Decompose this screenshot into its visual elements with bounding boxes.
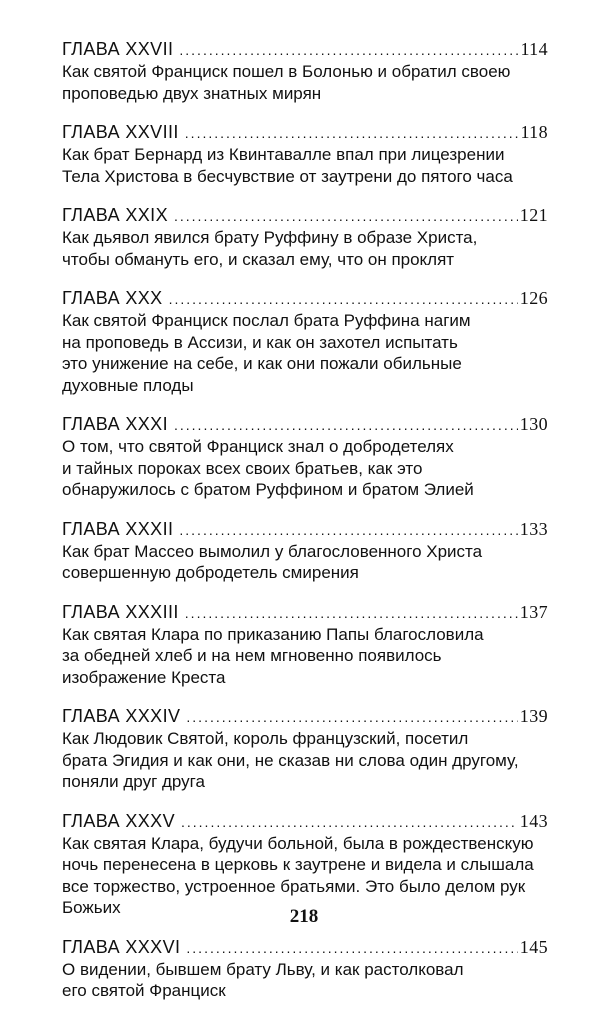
page-number: 118	[520, 122, 548, 142]
table-of-contents	[62, 38, 548, 1019]
chapter-title: ГЛАВА XXVIII	[62, 122, 179, 142]
description-line: Как Людовик Святой, король французский, посетил	[62, 729, 469, 748]
chapter-heading-row	[62, 705, 548, 728]
chapter-title: ГЛАВА XXXII	[62, 518, 174, 539]
dot-leader	[179, 39, 518, 61]
chapter-heading-row	[62, 936, 548, 959]
description-line: О том, что святой Франциск знал о добродетелях	[62, 437, 454, 456]
chapter-description	[62, 227, 548, 270]
chapter-title: ГЛАВА XXVII	[62, 39, 174, 59]
page-number: 126	[519, 288, 548, 308]
folio-page-number: 218	[289, 906, 319, 927]
dot-leader	[174, 205, 518, 227]
chapter-heading-row	[62, 518, 548, 541]
description-line: это унижение на себе, и как они пожали обильные	[62, 354, 462, 373]
description-line: Как дьявол явился брату Руффину в образе Христа,	[62, 228, 478, 247]
chapter-heading-row	[62, 38, 548, 61]
dot-leader	[169, 288, 518, 310]
description-line: чтобы обмануть его, и сказал ему, что он проклят	[62, 249, 455, 269]
chapter-heading-row	[62, 810, 548, 833]
description-line: и тайных пороках всех своих братьев, как это	[62, 458, 423, 478]
chapter-description	[62, 144, 548, 187]
page-number: 114	[520, 39, 548, 59]
description-line: за обедней хлеб и на нем мгновенно появилось	[62, 646, 442, 665]
chapter-title: ГЛАВА XXXI	[62, 414, 168, 434]
toc-entry	[62, 287, 548, 396]
description-line: на проповедь в Ассизи, и как он захотел испытать	[62, 332, 458, 352]
toc-entry	[62, 810, 548, 919]
page-number: 121	[519, 205, 548, 225]
description-line: Как святой Франциск пошел в Болонью и обратил своею	[62, 62, 511, 81]
chapter-title: ГЛАВА XXXV	[62, 810, 175, 831]
description-line: Как святой Франциск послал брата Руффина нагим	[62, 311, 471, 330]
description-line: Как святая Клара по приказанию Папы благословила	[62, 624, 484, 644]
description-line: все торжество, устроенное братьями. Это было делом рук	[62, 876, 526, 896]
chapter-description	[62, 728, 548, 793]
description-line: проповедью двух знатных мирян	[62, 83, 322, 103]
description-line: Как брат Бернард из Квинтавалле впал при лицезрении	[62, 145, 505, 164]
page-number: 130	[519, 414, 548, 434]
description-line: Как святая Клара, будучи больной, была в рождественскую	[62, 833, 534, 853]
description-line: Божьих	[62, 898, 121, 917]
description-line: его святой Франциск	[62, 981, 226, 1000]
description-line: ночь перенесена в церковь к заутрене и видела и слышала	[62, 855, 534, 874]
description-line: изображение Креста	[62, 667, 226, 687]
chapter-title: ГЛАВА XXIX	[62, 205, 168, 225]
chapter-title: ГЛАВА XXXIII	[62, 601, 179, 622]
dot-leader	[185, 602, 518, 624]
chapter-description	[62, 310, 548, 396]
dot-leader	[185, 122, 519, 144]
chapter-heading-row	[62, 413, 548, 436]
chapter-title: ГЛАВА XXXVI	[62, 936, 181, 957]
chapter-heading-row	[62, 121, 548, 144]
description-line: совершенную добродетель смирения	[62, 563, 359, 582]
toc-entry	[62, 204, 548, 270]
page-number: 143	[519, 810, 548, 831]
description-line: поняли друг друга	[62, 772, 205, 791]
description-line: О видении, бывшем брату Льву, и как растолковал	[62, 959, 464, 979]
toc-entry	[62, 705, 548, 793]
chapter-title: ГЛАВА XXX	[62, 288, 163, 308]
chapter-description	[62, 959, 548, 1002]
description-line: духовные плоды	[62, 375, 194, 395]
description-line: Как брат Массео вымолил у благословенного Христа	[62, 541, 483, 561]
chapter-description	[62, 61, 548, 104]
chapter-description	[62, 624, 548, 689]
chapter-description	[62, 436, 548, 501]
chapter-description	[62, 541, 548, 584]
description-line: обнаружилось с братом Руффином и братом Элией	[62, 480, 474, 499]
chapter-heading-row	[62, 601, 548, 624]
dot-leader	[174, 414, 518, 436]
dot-leader	[179, 519, 517, 541]
toc-entry	[62, 936, 548, 1002]
toc-entry	[62, 413, 548, 501]
page-number: 145	[519, 936, 548, 957]
page-number: 139	[519, 706, 548, 726]
dot-leader	[186, 706, 517, 728]
description-line: брата Эгидия и как они, не сказав ни слова один другому,	[62, 750, 519, 770]
toc-entry	[62, 121, 548, 187]
page-number: 137	[519, 601, 548, 622]
toc-entry	[62, 38, 548, 104]
chapter-heading-row	[62, 287, 548, 310]
page-number: 133	[519, 518, 548, 539]
dot-leader	[186, 937, 517, 959]
dot-leader	[181, 811, 518, 833]
chapter-heading-row	[62, 204, 548, 227]
toc-entry	[62, 601, 548, 689]
toc-entry	[62, 518, 548, 584]
chapter-title: ГЛАВА XXXIV	[62, 706, 181, 726]
description-line: Тела Христова в бесчувствие от заутрени до пятого часа	[62, 166, 513, 186]
